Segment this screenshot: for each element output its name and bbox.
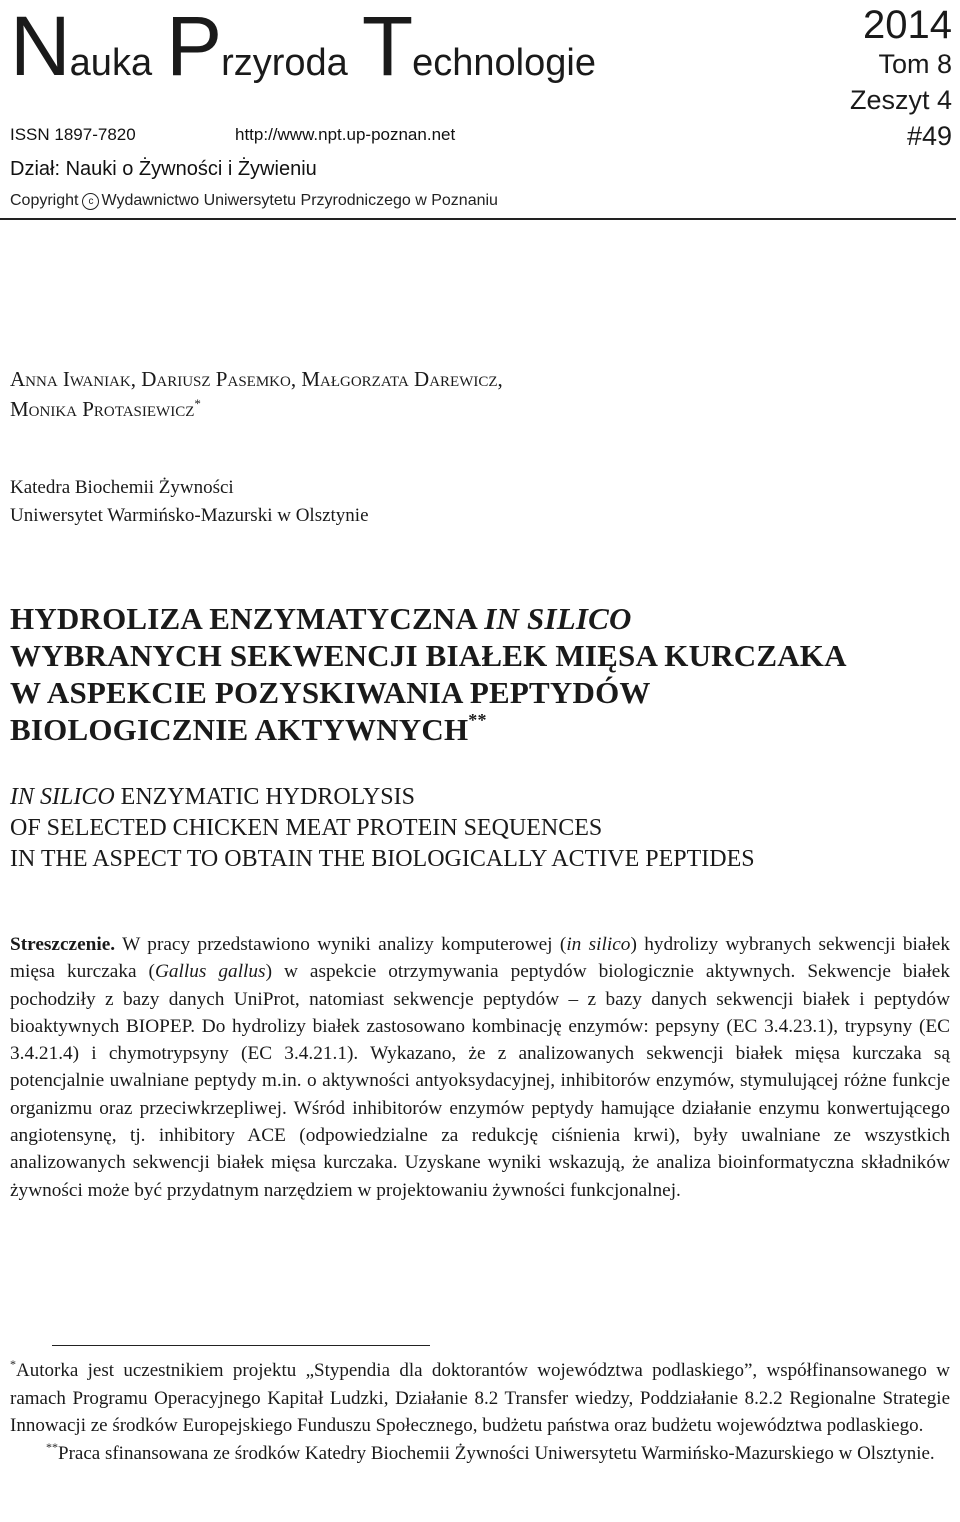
abstract-label: Streszczenie. — [10, 934, 116, 955]
authors-line-2 — [10, 394, 910, 424]
issn-row — [10, 124, 456, 146]
abstract-italic-species: Gallus gallus — [154, 961, 266, 983]
title-english-line-1 — [10, 782, 950, 813]
title-english-italic: IN SILICO — [10, 784, 115, 810]
title-polish-text-end: BIOLOGICZNIE AKTYWNYCH — [10, 712, 469, 747]
author-footnote-mark: * — [194, 396, 201, 411]
issue-number: Zeszyt 4 — [849, 85, 952, 115]
footnote-1-mark: * — [10, 1357, 16, 1371]
title-english — [10, 782, 950, 875]
abstract-text-3: ) w aspekcie otrzymywania peptydów biologicznie aktywnych. Sekwencje białek pochodziły z bazy danych UniProt, natomiast sekwencje peptydów – z bazy danych sekwencji białek i peptydów bioaktywnych BIOPEP. Do hydrolizy białek zastosowano kombinację enzymów: pepsyny (EC 3.4.23.1), trypsyny (EC 3.4.21.4) i chymotrypsyny (EC 3.4.21.1). Wykazano, że z analizowanych sekwencji białek mięsa kurczaka są potencjalnie uwalniane peptydy m.in. o aktywności antyoksydacyjnej, inhibitorów enzymów, stymulującej różne funkcje organizmu oraz przeciwkrzepliwej. Wśród inhibitorów enzymów peptydy hamujące działanie enzymu konwertującego angiotensynę, tj. inhibitory ACE (odpowiedzialne za redukcję ciśnienia krwi), były uwalniane ze wszystkich analizowanych sekwencji białek mięsa kurczaka. Uzyskane wyniki wskazują, że analiza bioinformatyczna składników żywności może być przydatnym narzędziem w projektowaniu żywności funkcjonalnej. — [10, 961, 950, 1201]
footnote-2-mark: ** — [46, 1439, 58, 1454]
footnote-divider — [52, 1345, 430, 1346]
title-polish — [10, 600, 930, 748]
header-divider — [0, 218, 956, 220]
footnote-1 — [10, 1357, 950, 1440]
authors-line-1: Anna Iwaniak, Dariusz Pasemko, Małgorzata Darewicz, — [10, 367, 503, 391]
affiliation-department: Katedra Biochemii Żywności — [10, 477, 234, 498]
issue-info — [850, 4, 952, 154]
title-footnote-mark: ** — [468, 710, 487, 730]
title-english-line-2: OF SELECTED CHICKEN MEAT PROTEIN SEQUENCES — [10, 815, 603, 841]
authors — [10, 364, 910, 424]
copyright-icon: c — [82, 193, 99, 210]
journal-section: Dział: Nauki o Żywności i Żywieniu — [10, 158, 317, 180]
author-name: Monika Protasiewicz — [10, 397, 195, 421]
title-polish-line-1 — [10, 600, 930, 637]
journal-url-link[interactable]: http://www.npt.up-poznan.net — [235, 125, 456, 144]
copyright-label: Copyright — [10, 192, 79, 209]
title-polish-line-4 — [10, 711, 930, 748]
journal-title-word-nauka: auka — [69, 42, 153, 84]
abstract — [10, 931, 950, 1204]
copyright-line — [10, 190, 498, 212]
title-polish-italic: IN SILICO — [484, 601, 632, 636]
affiliation-university: Uniwersytet Warmińsko-Mazurski w Olsztynie — [10, 505, 369, 526]
title-polish-line-3: W ASPEKCIE POZYSKIWANIA PEPTYDÓW — [10, 675, 651, 710]
journal-title-letter-n: N — [10, 0, 70, 93]
footnotes — [10, 1357, 950, 1467]
journal-title-letter-p: P — [166, 0, 222, 93]
issue-year: 2014 — [863, 3, 952, 47]
footnote-2 — [10, 1440, 950, 1468]
issn: ISSN 1897-7820 — [10, 125, 136, 144]
journal-title-word-technologie: echnologie — [412, 42, 596, 84]
abstract-italic-in-silico: in silico — [566, 934, 631, 955]
copyright-holder: Wydawnictwo Uniwersytetu Przyrodniczego w Poznaniu — [101, 192, 498, 209]
affiliation — [10, 474, 369, 530]
abstract-text-1: W pracy przedstawiono wyniki analizy komputerowej ( — [115, 934, 567, 955]
journal-title-word-przyroda: rzyroda — [221, 42, 348, 84]
title-polish-text: HYDROLIZA ENZYMATYCZNA — [10, 601, 485, 636]
abstract-text-2: ) hydrolizy wybranych sekwencji białek mięsa kurczaka ( — [10, 934, 951, 983]
footnote-2-text: Praca sfinansowana ze środków Katedry Biochemii Żywności Uniwersytetu Warmińsko-Mazurskiego w Olsztynie. — [58, 1442, 935, 1464]
issue-volume: Tom 8 — [878, 49, 952, 79]
title-english-line-3: IN THE ASPECT TO OBTAIN THE BIOLOGICALLY ACTIVE PEPTIDES — [10, 846, 755, 872]
issue-serial-number: #49 — [906, 121, 952, 151]
title-english-text: ENZYMATIC HYDROLYSIS — [114, 784, 415, 810]
title-polish-line-2: WYBRANYCH SEKWENCJI BIAŁEK MIĘSA KURCZAKA — [10, 638, 847, 673]
journal-title-letter-t: T — [361, 0, 413, 93]
journal-title — [10, 2, 610, 94]
footnote-1-text: Autorka jest uczestnikiem projektu „Stypendia dla doktorantów województwa podlaskiego”, współfinansowanego w ramach Programu Operacyjnego Kapitał Ludzki, Działanie 8.2 Transfer wiedzy, Poddziałanie 8.2.2 Regionalne Strategie Innowacji ze środków Europejskiego Funduszu Społecznego, budżetu państwa oraz budżetu województwa podlaskiego. — [10, 1360, 950, 1437]
